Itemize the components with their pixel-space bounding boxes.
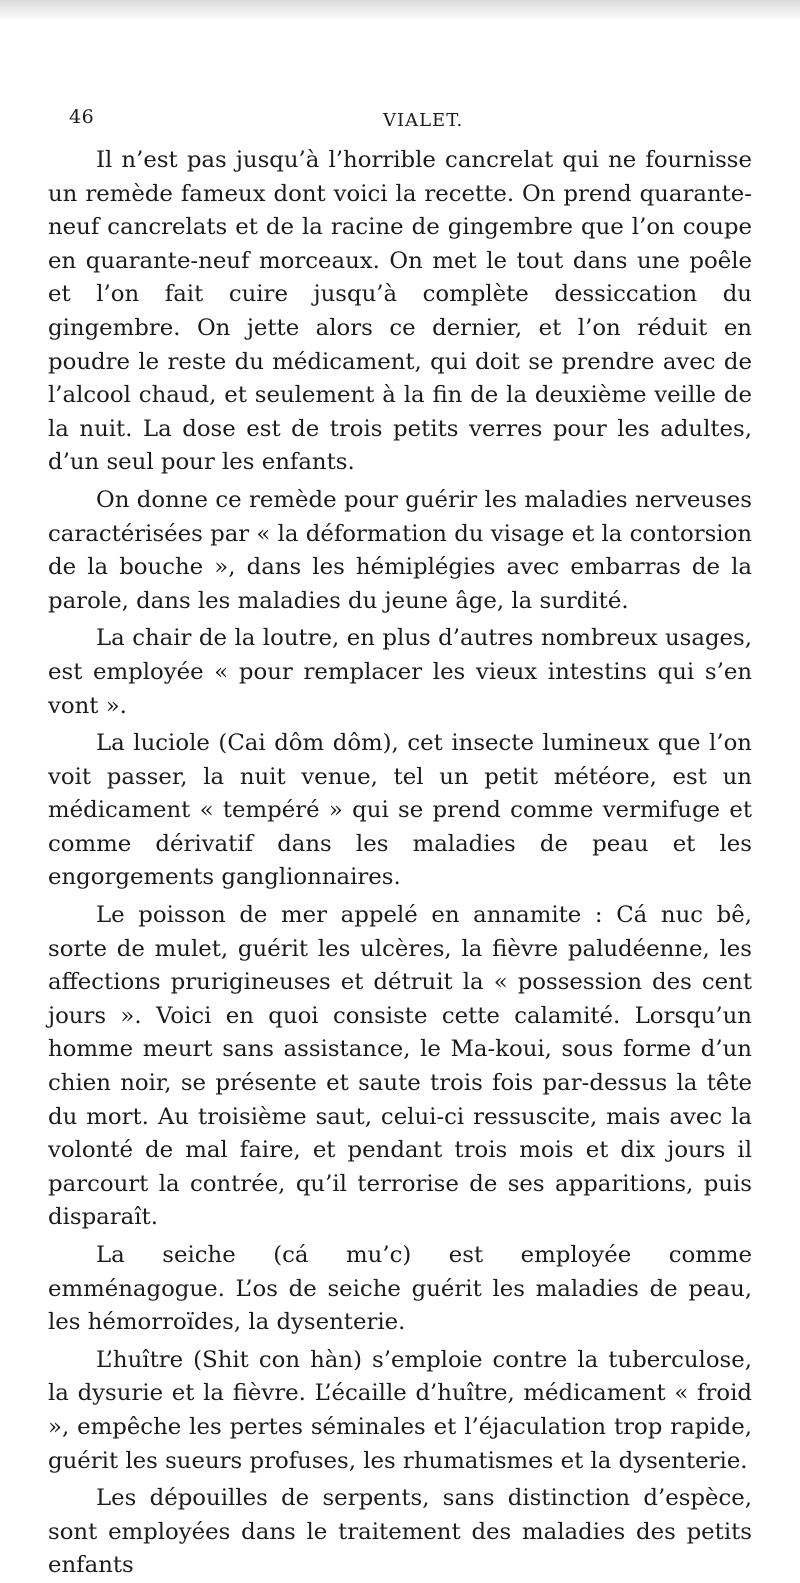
paragraph-huitre: L’huître (Shit con hàn) s’emploie contre la tuberculose, la dysurie et la fièvre. L’écaille d’huître, médicament « froid », empêche les pertes séminales et l’éjaculation trop rapide, guérit les sueurs profuses, les rhumatismes et la dysenterie. [48,1346,752,1474]
running-head [36,96,776,136]
paragraph-remede-usage: On donne ce remède pour guérir les maladies nerveuses caractérisées par « la déformation du visage et la contorsion de la bouche », dans les hémiplégies avec embarras de la parole, dans les maladies du jeune âge, la surdité. [48,486,752,614]
book-page [36,96,776,1579]
paragraph-seiche: La seiche (cá mu’c) est employée comme emménagogue. L’os de seiche guérit les maladies de peau, les hémorroïdes, la dysenterie. [48,1242,752,1336]
paragraph-poisson: Le poisson de mer appelé en annamite : Cá nuc bê, sorte de mulet, guérit les ulcères, la fièvre paludéenne, les affections prurigineuses et détruit la « possession des cent jours ». Voici en quoi consiste cette calamité. Lorsqu’un homme meurt sans assistance, le Ma-koui, sous forme d’un chien noir, se présente et saute trois fois par-dessus la tête du mort. Au troisième saut, celui-ci ressuscite, mais avec la volonté de mal faire, et pendant trois mois et dix jours il parcourt la contrée, qu’il terrorise de ses apparitions, puis disparaît. [48,902,752,1231]
page-number: 46 [69,106,95,128]
paragraph-luciole: La luciole (Cai dôm dôm), cet insecte lumineux que l’on voit passer, la nuit venue, tel un petit météore, est un médicament « tempéré » qui se prend comme vermifuge et comme dérivatif dans les maladies de peau et les engorgements ganglionnaires. [48,730,752,891]
running-title: VIALET. [383,110,464,131]
paragraph-serpents: Les dépouilles de serpents, sans distinction d’espèce, sont employées dans le traitement des maladies des petits enfants [48,1485,752,1579]
scan-top-edge [0,0,800,22]
paragraph-loutre: La chair de la loutre, en plus d’autres nombreux usages, est employée « pour remplacer les vieux intestins qui s’en vont ». [48,625,752,719]
body-text [48,144,752,1583]
paragraph-cancrelat: Il n’est pas jusqu’à l’horrible cancrelat qui ne fournisse un remède fameux dont voici la recette. On prend quarante-neuf cancrelats et de la racine de gingembre que l’on coupe en quarante-neuf morceaux. On met le tout dans une poêle et l’on fait cuire jusqu’à complète dessiccation du gingembre. On jette alors ce dernier, et l’on réduit en poudre le reste du médicament, qui doit se prendre avec de l’alcool chaud, et seulement à la fin de la deuxième veille de la nuit. La dose est de trois petits verres pour les adultes, d’un seul pour les enfants. [48,147,752,476]
